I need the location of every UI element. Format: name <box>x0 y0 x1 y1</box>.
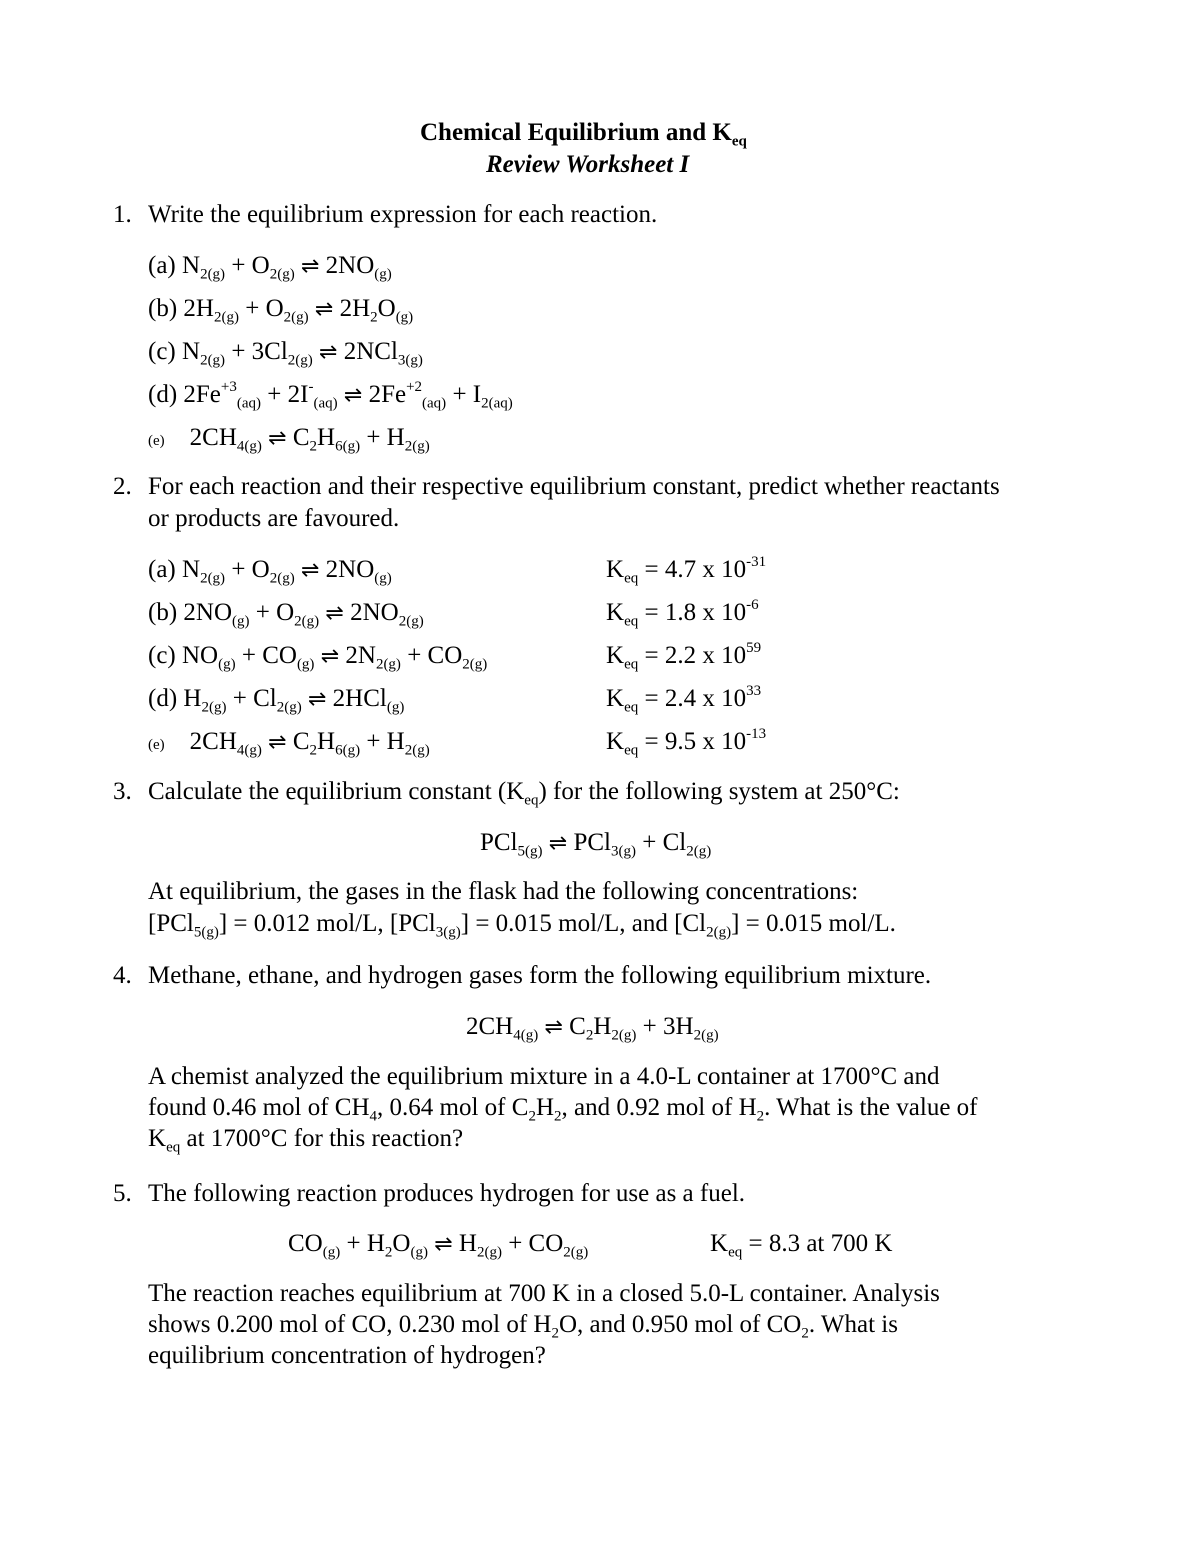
question-4-number: 4. <box>113 962 132 989</box>
q5-reaction: $CO_{(g)} + H_2O_{(g)}$ ⇌ $H_{2(g)} + CO_{2(g)}$ <box>288 1230 589 1261</box>
question-2-line-1: For each reaction and their respective equilibrium constant, predict whether reactants <box>148 473 1000 500</box>
q4-reaction: $2CH_{4(g)}$ ⇌ $C_2H_{2(g)} + 3H_{2(g)}$ <box>466 1013 719 1044</box>
equilibrium-arrow-icon: ⇌ <box>300 254 320 279</box>
q3-concentrations-intro: At equilibrium, the gases in the flask had the following concentrations: <box>148 878 859 905</box>
q1-reaction-e: (e) $2CH_{4(g)}$ ⇌ $C_2H_{6(g)} + H_{2(g)}$ <box>148 424 430 455</box>
q2-reaction-e: (e) $2CH_{4(g)}$ ⇌ $C_2H_{6(g)} + H_{2(g)}$ <box>148 728 430 759</box>
q1-reaction-c: (c) $N_{2(g)} + 3Cl_{2(g)}$ ⇌ 2NCl$_{3(g)}$ <box>148 338 423 369</box>
equilibrium-arrow-icon: ⇌ <box>548 831 568 856</box>
q2-keq-e: $K_{eq} = 9.5$ x $10^{-13}$ <box>606 725 767 759</box>
question-2-line-2: or products are favoured. <box>148 505 400 532</box>
q2-reaction-b: (b) $2NO_{(g)} + O_{2(g)}$ ⇌ $2NO_{2(g)}$ <box>148 599 424 630</box>
equilibrium-arrow-icon: ⇌ <box>434 1232 453 1257</box>
equilibrium-arrow-icon: ⇌ <box>268 730 287 755</box>
equilibrium-arrow-icon: ⇌ <box>544 1015 563 1040</box>
q5-line-2: shows 0.200 mol of CO, 0.230 mol of $H_2O$, and 0.950 mol of $CO_2$. What is <box>148 1311 898 1342</box>
equilibrium-arrow-icon: ⇌ <box>314 297 334 322</box>
q5-line-1: The reaction reaches equilibrium at 700 K in a closed 5.0-L container. Analysis <box>148 1280 940 1307</box>
page-subtitle: Review Worksheet I <box>486 151 690 178</box>
question-5-number: 5. <box>113 1180 132 1207</box>
q1-reaction-a: (a) $N_{2(g)} + O_{2(g)}$ ⇌ $2NO_{(g)}$ <box>148 252 392 283</box>
q2-reaction-a: (a) $N_{2(g)} + O_{2(g)}$ ⇌ $2NO_{(g)}$ <box>148 556 392 587</box>
question-5-text: The following reaction produces hydrogen for use as a fuel. <box>148 1180 746 1207</box>
q1-reaction-d: (d) $2Fe^{+3}_{(aq)} + 2I^-_{(aq)}$ ⇌ $2Fe^{+2}_{(aq)} + I_{2(aq)}$ <box>148 378 513 412</box>
q4-line-2: found 0.46 mol of $CH_4$, 0.64 mol of $C_2H_2$, and 0.92 mol of $H_2$. What is the value of <box>148 1094 978 1125</box>
q2-keq-d: $K_{eq} = 2.4$ x $10^{33}$ <box>606 682 762 716</box>
q3-reaction: PCl$_{5(g)}$ ⇌ $PCl_{3(g)} + Cl_{2(g)}$ <box>480 829 712 860</box>
question-2-number: 2. <box>113 473 132 500</box>
equilibrium-arrow-icon: ⇌ <box>300 558 320 583</box>
page-title: Chemical Equilibrium and $K_{eq}$ <box>420 119 747 150</box>
q2-keq-b: $K_{eq} = 1.8$ x $10^{-6}$ <box>606 596 759 630</box>
q1-reaction-b: (b) $2H_{2(g)} + O_{2(g)}$ ⇌ $2H_2O_{(g)}$ <box>148 295 414 326</box>
equilibrium-arrow-icon: ⇌ <box>343 383 363 408</box>
question-4-text: Methane, ethane, and hydrogen gases form the following equilibrium mixture. <box>148 962 932 989</box>
equilibrium-arrow-icon: ⇌ <box>307 687 327 712</box>
equilibrium-arrow-icon: ⇌ <box>319 340 338 365</box>
equilibrium-arrow-icon: ⇌ <box>325 601 344 626</box>
question-3-number: 3. <box>113 778 132 805</box>
q5-line-3: equilibrium concentration of hydrogen? <box>148 1342 546 1369</box>
question-3-text: Calculate the equilibrium constant $(K_{eq})$ for the following system at 250°C: <box>148 778 900 809</box>
question-1-number: 1. <box>113 201 132 228</box>
q3-concentrations: [PCl$_{5(g)}$] = 0.012 mol/L, [PCl$_{3(g)}$] = 0.015 mol/L, and $[Cl_{2(g)}] = 0.015$ mol/L. <box>148 910 896 941</box>
q4-line-3: $K_{eq}$ at 1700°C for this reaction? <box>148 1125 464 1156</box>
q5-keq: $K_{eq} = 8.3$ at 700 K <box>710 1230 893 1261</box>
q2-keq-a: $K_{eq} = 4.7$ x $10^{-31}$ <box>606 553 767 587</box>
question-1-text: Write the equilibrium expression for each reaction. <box>148 201 658 228</box>
q4-line-1: A chemist analyzed the equilibrium mixture in a 4.0-L container at 1700°C and <box>148 1063 940 1090</box>
equilibrium-arrow-icon: ⇌ <box>320 644 340 669</box>
q2-reaction-c: (c) $NO_{(g)} + CO_{(g)}$ ⇌ $2N_{2(g)} + CO_{2(g)}$ <box>148 642 488 673</box>
q2-reaction-d: (d) $H_{2(g)} + Cl_{2(g)}$ ⇌ 2HCl$_{(g)}$ <box>148 685 405 716</box>
q2-keq-c: $K_{eq} = 2.2$ x $10^{59}$ <box>606 639 762 673</box>
equilibrium-arrow-icon: ⇌ <box>268 426 287 451</box>
